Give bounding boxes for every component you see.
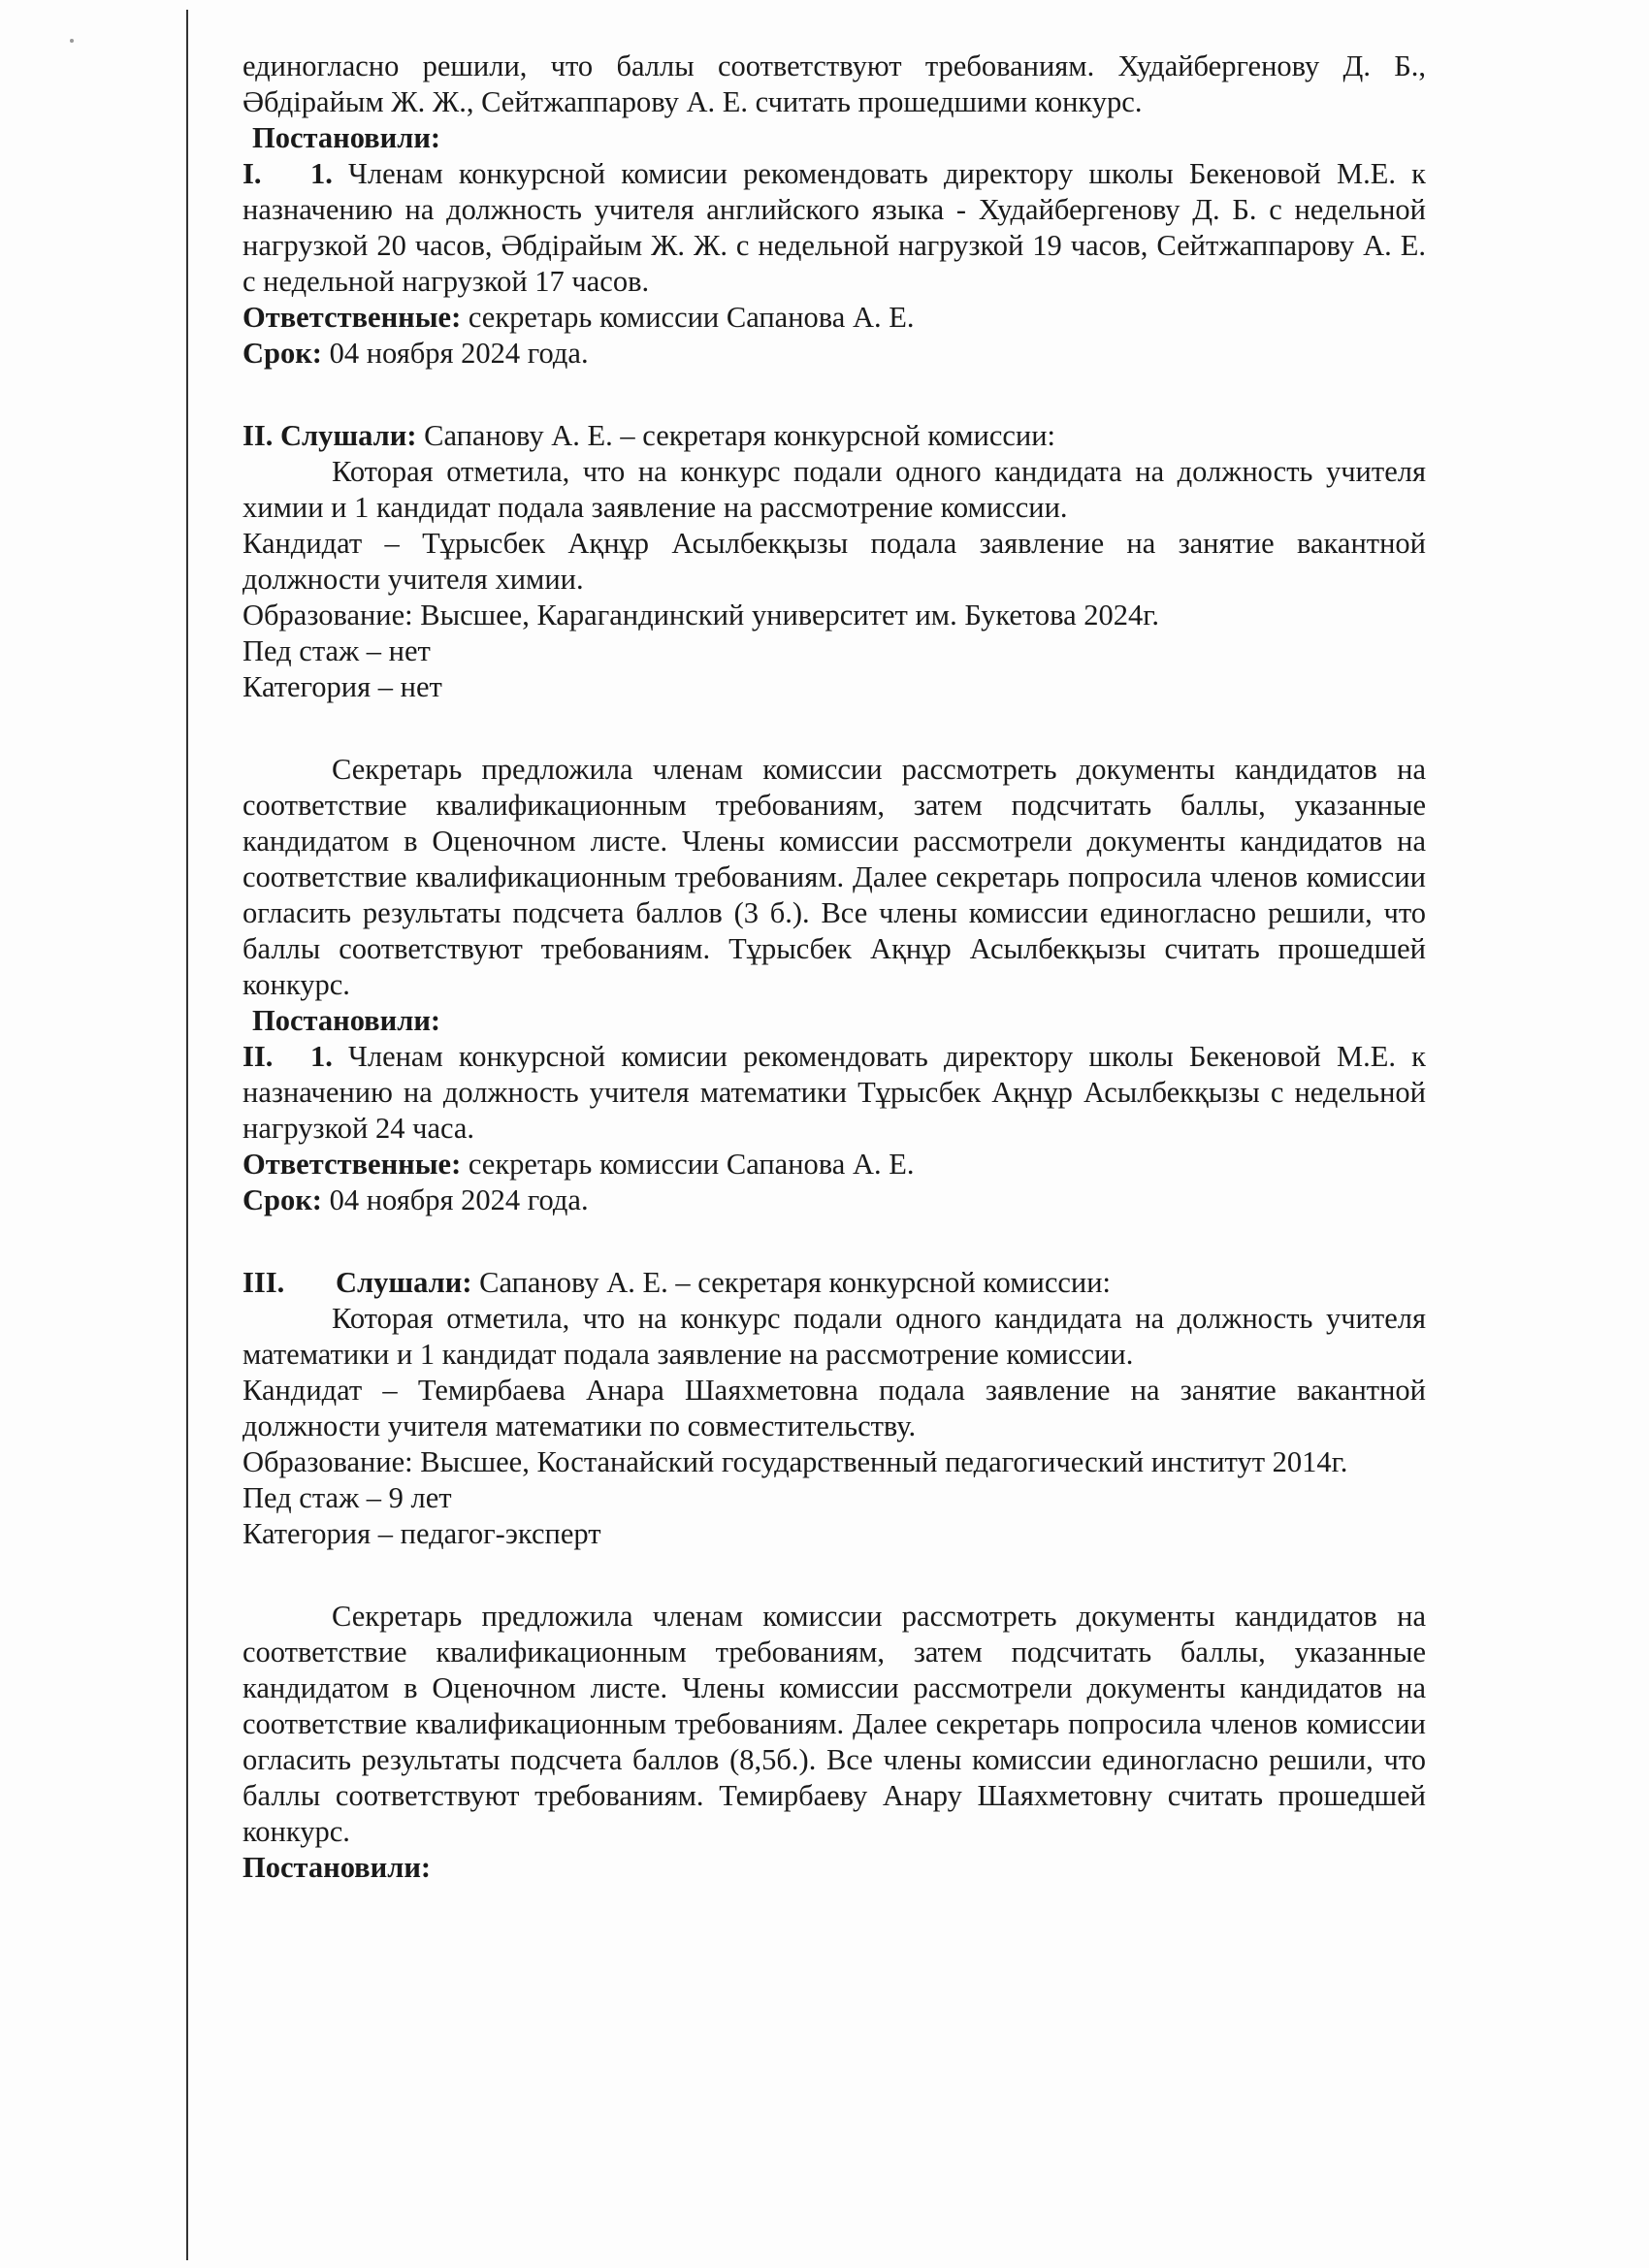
section3-experience: Пед стаж – 9 лет bbox=[242, 1481, 452, 1514]
section1-conclusion: единогласно решили, что баллы соответствуют требованиям. Худайбергенову Д. Б., Әбдірайым Ж. Ж., Сейтжаппарову А. Е. считать прошедшими конкурс. bbox=[242, 49, 1426, 118]
deadline-line: Срок: 04 ноября 2024 года. bbox=[242, 337, 589, 370]
resolved-label: Постановили: bbox=[252, 121, 441, 154]
section2-education: Образование: Высшее, Карагандинский университет им. Букетова 2024г. bbox=[242, 599, 1159, 632]
section3-education: Образование: Высшее, Костанайский государственный педагогический институт 2014г. bbox=[242, 1445, 1348, 1478]
responsible-line: Ответственные: секретарь комиссии Сапанова А. Е. bbox=[242, 1148, 915, 1181]
section2-resolution: II. 1. Членам конкурсной комисии рекомендовать директору школы Бекеновой М.Е. к назначению на должность учителя математики Тұрысбек Ақнұр Асылбекқызы с недельной нагрузкой 24 часа. bbox=[242, 1040, 1426, 1145]
section3-heading: III. Слушали: Сапанову А. Е. – секретаря конкурсной комиссии: bbox=[242, 1266, 1112, 1299]
section2-heading: II. Слушали: Сапанову А. Е. – секретаря конкурсной комиссии: bbox=[242, 419, 1056, 452]
deadline-line: Срок: 04 ноября 2024 года. bbox=[242, 1183, 589, 1216]
responsible-line: Ответственные: секретарь комиссии Сапанова А. Е. bbox=[242, 301, 915, 334]
document-page bbox=[242, 49, 1426, 1886]
binding-margin-line bbox=[186, 10, 188, 2260]
resolved-label: Постановили: bbox=[252, 1004, 441, 1037]
section3-candidate: Кандидат – Темирбаева Анара Шаяхметовна подала заявление на занятие вакантной должности учителя математики по совместительству. bbox=[242, 1374, 1426, 1442]
section2-candidate: Кандидат – Тұрысбек Ақнұр Асылбекқызы подала заявление на занятие вакантной должности учителя химии. bbox=[242, 527, 1426, 596]
section2-discussion: Секретарь предложила членам комиссии рассмотреть документы кандидатов на соответствие квалификационным требованиям, затем подсчитать баллы, указанные кандидатом в Оценочном листе. Члены комиссии рассмотрели документы кандидатов на соответствие квалификационным требованиям. Далее секретарь попросила членов комиссии огласить результаты подсчета баллов (3 б.). Все члены комиссии единогласно решили, что баллы соответствуют требованиям. Тұрысбек Ақнұр Асылбекқызы считать прошедшей конкурс. bbox=[242, 753, 1426, 1001]
section3-discussion: Секретарь предложила членам комиссии рассмотреть документы кандидатов на соответствие квалификационным требованиям, затем подсчитать баллы, указанные кандидатом в Оценочном листе. Члены комиссии рассмотрели документы кандидатов на соответствие квалификационным требованиям. Далее секретарь попросила членов комиссии огласить результаты подсчета баллов (8,5б.). Все члены комиссии единогласно решили, что баллы соответствуют требованиям. Темирбаеву Анару Шаяхметовну считать прошедшей конкурс. bbox=[242, 1600, 1426, 1848]
section2-experience: Пед стаж – нет bbox=[242, 634, 431, 667]
section3-category: Категория – педагог-эксперт bbox=[242, 1517, 601, 1550]
section3-intro: Которая отметила, что на конкурс подали одного кандидата на должность учителя математики и 1 кандидат подала заявление на рассмотрение комиссии. bbox=[242, 1302, 1426, 1371]
section2-category: Категория – нет bbox=[242, 670, 442, 703]
resolved-label: Постановили: bbox=[242, 1851, 432, 1884]
section2-intro: Которая отметила, что на конкурс подали одного кандидата на должность учителя химии и 1 кандидат подала заявление на рассмотрение комиссии. bbox=[242, 455, 1426, 524]
scan-speck bbox=[70, 39, 74, 43]
section1-resolution: I. 1. Членам конкурсной комисии рекомендовать директору школы Бекеновой М.Е. к назначению на должность учителя английского языка - Худайбергенову Д. Б. с недельной нагрузкой 20 часов, Әбдірайым Ж. Ж. с недельной нагрузкой 19 часов, Сейтжаппарову А. Е. с недельной нагрузкой 17 часов. bbox=[242, 157, 1426, 298]
